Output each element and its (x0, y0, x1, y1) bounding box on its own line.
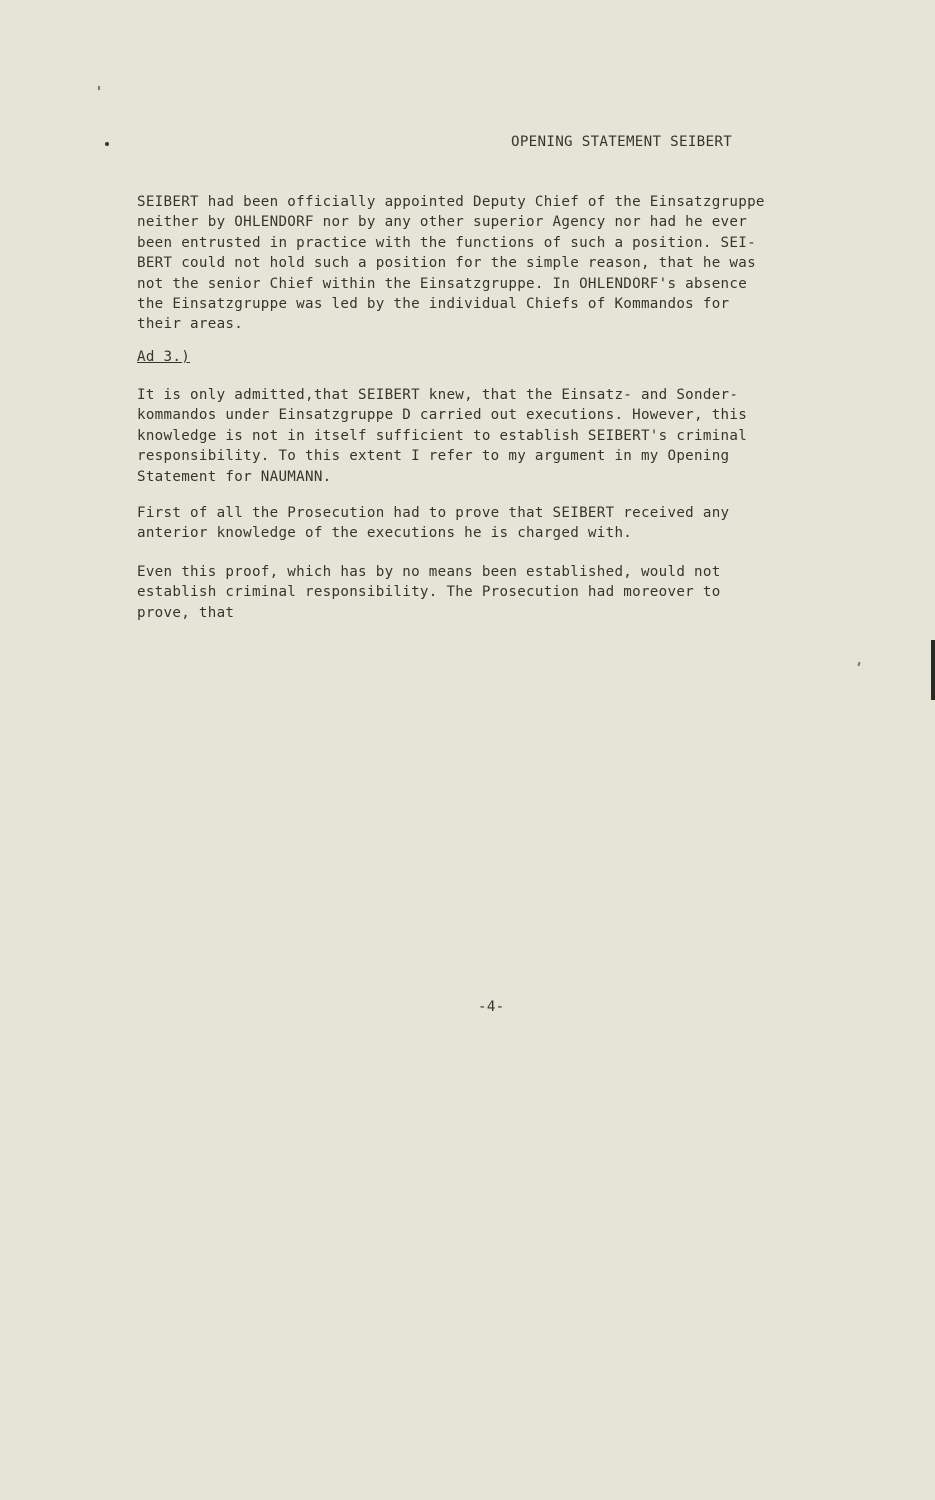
text-line: Even this proof, which has by no means been established, would not (137, 564, 721, 580)
text-line: establish criminal responsibility. The Prosecution had moreover to (137, 584, 721, 601)
text-line: responsibility. To this extent I refer to my argument in my Opening (137, 448, 730, 465)
paragraph-1 (137, 192, 837, 335)
text-line: the Einsatzgruppe was led by the individual Chiefs of Kommandos for (137, 296, 730, 313)
page-edge (931, 640, 935, 700)
text-line: kommandos under Einsatzgruppe D carried out executions. However, this (137, 407, 748, 424)
text-line: BERT could not hold such a position for the simple reason, that he was (137, 255, 756, 272)
text-line: been entrusted in practice with the functions of such a position. SEI- (137, 234, 756, 251)
text-line: anterior knowledge of the executions he is charged with. (137, 525, 633, 542)
paragraph-2 (137, 385, 837, 487)
text-line: First of all the Prosecution had to prove that SEIBERT received any (137, 505, 730, 521)
text-line: SEIBERT had been officially appointed Deputy Chief of the Einsatzgruppe (137, 194, 765, 210)
paragraph-3 (137, 503, 837, 544)
margin-mark (105, 142, 109, 146)
text-line: It is only admitted,that SEIBERT knew, that the Einsatz- and Sonder- (137, 387, 739, 403)
paper-speck (98, 86, 100, 90)
text-line: not the senior Chief within the Einsatzgruppe. In OHLENDORF's absence (137, 275, 748, 292)
paragraph-4 (137, 562, 837, 623)
text-line: neither by OHLENDORF nor by any other superior Agency nor had he ever (137, 214, 748, 231)
paper-speck (857, 662, 860, 666)
text-line: prove, that (137, 604, 235, 621)
section-heading: Ad 3.) (137, 349, 191, 365)
document-header: OPENING STATEMENT SEIBERT (511, 134, 733, 150)
text-line: Statement for NAUMANN. (137, 468, 332, 485)
page-number: -4- (478, 999, 505, 1015)
text-line: their areas. (137, 316, 244, 333)
text-line: knowledge is not in itself sufficient to establish SEIBERT's criminal (137, 427, 748, 444)
